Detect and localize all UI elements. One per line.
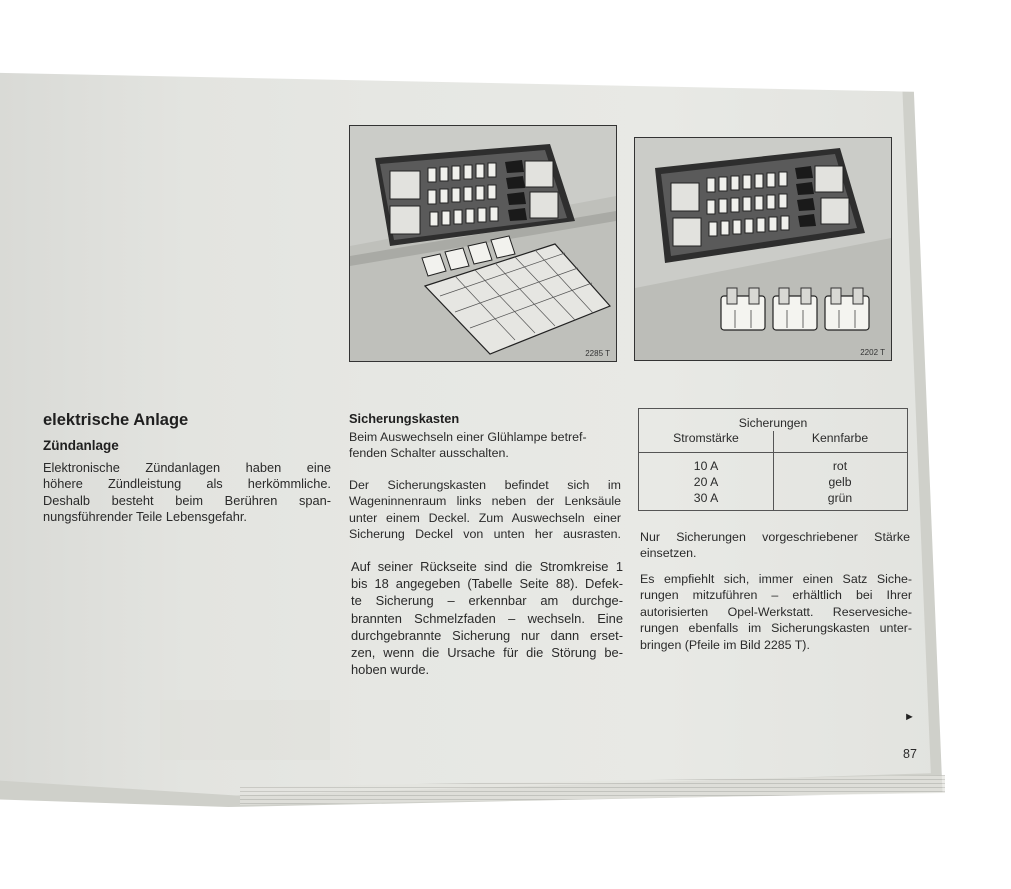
text-line: unter einem Deckel. Zum Auswechseln einer (349, 510, 621, 525)
text-line: rungen ebenfalls im Sicherungskasten unter- (640, 621, 912, 636)
page-number: 87 (903, 747, 917, 761)
fuse-box-figure-closed (634, 137, 892, 361)
figure-label: 2202 T (860, 348, 885, 357)
fuse-box-heading: Sicherungskasten (349, 411, 460, 426)
table-cell: 10 A (693, 459, 719, 473)
fuse-paragraph-3 (351, 558, 623, 678)
continue-arrow-icon: ► (904, 711, 915, 723)
column-header-color: Kennfarbe (811, 431, 869, 445)
section-heading: elektrische Anlage (43, 411, 189, 429)
fuse-note-paragraph (640, 529, 910, 562)
text-line: durchgebrannte Sicherung nur dann erset- (351, 627, 623, 643)
text-line: hoben wurde. (351, 662, 430, 678)
amperage-column (639, 458, 773, 506)
show-through (160, 700, 330, 760)
text-line: Elektronische Zündanlagen haben eine (43, 460, 331, 475)
text-line: Sicherung Deckel von unten her ausrasten. (349, 527, 621, 542)
fuse-paragraph-1 (349, 429, 621, 462)
text-line: Es empfiehlt sich, immer einen Satz Siche- (640, 572, 912, 586)
fuse-types-illustration (635, 138, 891, 360)
text-line: bringen (Pfeile im Bild 2285 T). (640, 637, 810, 652)
fuse-rating-table (638, 408, 908, 511)
text-line: bis 18 angegeben (Tabelle Seite 88). Defek- (351, 576, 623, 592)
table-cell: gelb (828, 475, 852, 489)
table-cell: 30 A (693, 491, 719, 505)
text-line: te Sicherung – erkennbar am durchge- (351, 593, 623, 609)
fuse-paragraph-2 (349, 477, 621, 543)
table-cell: 20 A (693, 475, 719, 489)
column-header-amperage: Stromstärke (673, 431, 739, 445)
text-line: rungen mitzuführen – erhältlich bei Ihrer (640, 588, 912, 603)
table-cell: rot (832, 459, 848, 473)
fuse-box-illustration (350, 126, 616, 361)
text-line: fenden Schalter ausschalten. (349, 446, 509, 461)
text-line: Nur Sicherungen vorgeschriebener Stärke (640, 530, 910, 544)
text-line: Beim Auswechseln einer Glühlampe betref- (349, 430, 587, 444)
figure-label: 2285 T (585, 349, 610, 358)
text-line: Der Sicherungskasten befindet sich im (349, 478, 621, 492)
text-line: nungsführender Teile Lebensgefahr. (43, 509, 247, 525)
text-line: einsetzen. (640, 546, 697, 561)
text-line: autorisierten Opel-Werkstatt. Reservesiche- (640, 604, 912, 619)
text-line: Wageninnenraum links neben der Lenksäule (349, 494, 621, 509)
text-line: höhere Zündleistung als herkömmliche. (43, 476, 331, 492)
table-cell: grün (827, 491, 853, 505)
text-line: brannten Schmelzfaden – wechseln. Eine (351, 610, 623, 626)
subsection-heading: Zündanlage (43, 438, 119, 453)
fuse-box-figure-open (349, 125, 617, 362)
text-line: Auf seiner Rückseite sind die Stromkreise 1 (351, 559, 623, 574)
spare-fuse-paragraph (640, 571, 912, 653)
ignition-paragraph (43, 460, 331, 526)
text-line: zen, wenn die Ursache für die Störung be- (351, 645, 623, 661)
color-column (773, 458, 907, 506)
table-title: Sicherungen (738, 416, 808, 430)
text-line: Deshalb besteht beim Berühren span- (43, 492, 331, 508)
